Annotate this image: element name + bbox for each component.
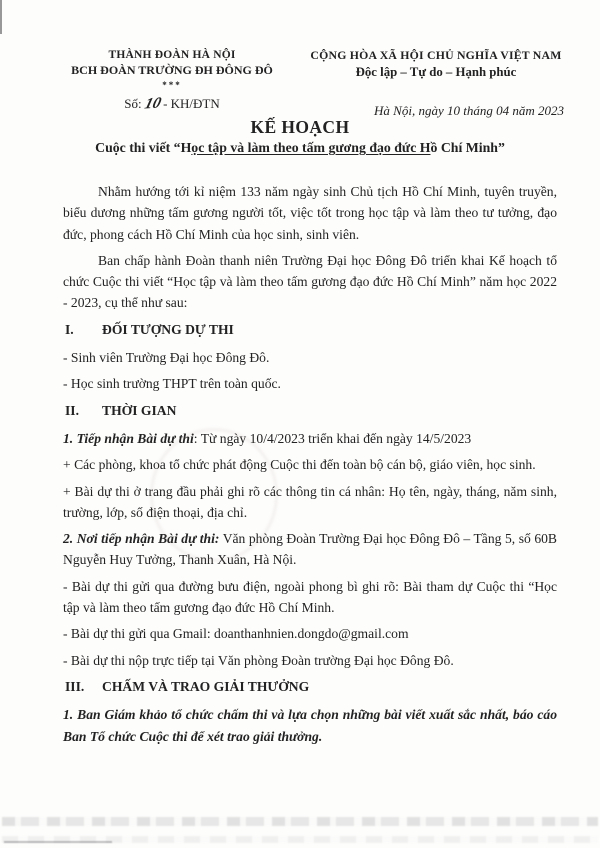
section-2-point-1 xyxy=(63,428,557,449)
place-dateline: Hà Nội, ngày 10 tháng 04 năm 2023 xyxy=(374,103,564,118)
section-3-numeral: III. xyxy=(65,678,85,694)
section-3-point-1: 1. Ban Giám khảo tổ chức chấm thi và lựa chọn những bài viết xuất sắc nhất, báo cáo Ban Tổ chức Cuộc thi để xét trao giải thưởng. xyxy=(63,707,557,744)
scan-edge-artifact xyxy=(0,0,2,34)
section-2-dash-item-3: - Bài dự thi nộp trực tiếp tại Văn phòng Đoàn trường Đại học Đông Đô. xyxy=(63,652,454,668)
country-title: CỘNG HÒA XÃ HỘI CHỦ NGHĨA VIỆT NAM xyxy=(310,48,562,62)
document-number-prefix: Số: xyxy=(124,96,142,111)
document-title: KẾ HOẠCH xyxy=(250,117,350,137)
text-bleedthrough-row-1 xyxy=(2,817,598,826)
section-heading-3 xyxy=(63,676,557,697)
section-2-point-1-lead: 1. Tiếp nhận Bài dự thi xyxy=(63,430,194,446)
national-header-block xyxy=(302,48,570,80)
document-number-line xyxy=(38,94,306,113)
section-2-dash-item-1: - Bài dự thi gửi qua đường bưu điện, ngoài phong bì ghi rõ: Bài tham dự Cuộc thi “Học tập và làm theo tấm gương đạo đức Hồ Chí Minh. xyxy=(63,578,557,616)
section-3-title: CHẤM VÀ TRAO GIẢI THƯỞNG xyxy=(102,678,310,694)
section-heading-1 xyxy=(63,319,557,340)
section-2-point-2-text: Văn phòng Đoàn Trường Đại học Đông Đô – Tầng 5, số 60B Nguyễn Huy Tưởng, Thanh Xuân, Hà Nội. xyxy=(63,531,557,568)
section-2-point-1-text: : Từ ngày 10/4/2023 triển khai đến ngày 14/5/2023 xyxy=(193,430,472,446)
section-2-title: THỜI GIAN xyxy=(102,402,177,418)
section-1-title: ĐỐI TƯỢNG DỰ THI xyxy=(102,321,234,337)
intro-paragraph-2: Ban chấp hành Đoàn thanh niên Trường Đại học Đông Đô triển khai Kế hoạch tổ chức Cuộc thi viết “Học tập và làm theo tấm gương đạo đức Hồ Chí Minh” năm học 2022 - 2023, cụ thể như sau: xyxy=(63,252,557,311)
document-subtitle xyxy=(0,140,600,156)
issuing-org-block xyxy=(38,48,306,111)
section-2-numeral: II. xyxy=(65,402,79,418)
section-1-item-2: - Học sinh trường THPT trên toàn quốc. xyxy=(63,376,281,392)
section-1-item-1: - Sinh viên Trường Đại học Đông Đô. xyxy=(63,350,270,366)
section-heading-2 xyxy=(63,400,557,421)
section-2-point-2 xyxy=(63,528,557,571)
intro-paragraph-1: Nhằm hướng tới kỉ niệm 133 năm ngày sinh Chủ tịch Hồ Chí Minh, tuyên truyền, biểu dương những tấm gương người tốt, việc tốt trong học tập và làm theo tư tưởng, đạo đức, phong cách Hồ Chí Minh của học sinh, sinh viên. xyxy=(63,184,557,242)
section-1-numeral: I. xyxy=(65,321,74,337)
document-number-handwritten: 10 xyxy=(142,94,163,113)
national-motto: Độc lập – Tự do – Hạnh phúc xyxy=(355,65,517,79)
separator-stars: *** xyxy=(162,80,182,90)
section-2-dash-item-2: - Bài dự thi gửi qua Gmail: doanthanhnien.dongdo@gmail.com xyxy=(63,626,409,642)
document-number-suffix: - KH/ĐTN xyxy=(163,96,220,111)
section-2-plus-item-1: + Các phòng, khoa tổ chức phát động Cuộc thi đến toàn bộ cán bộ, giáo viên, học sinh. xyxy=(63,457,536,473)
subtitle-prefix: Cuộc thi viết “H xyxy=(95,140,192,155)
document-body xyxy=(63,181,557,747)
subtitle-underlined: ọc tập và làm theo tấm gương đạo đức H xyxy=(191,140,431,155)
bleedthrough-underline-mark xyxy=(4,841,112,843)
subtitle-suffix: ồ Chí Minh” xyxy=(430,140,505,155)
org-parent-name: THÀNH ĐOÀN HÀ NỘI xyxy=(108,49,236,61)
section-2-plus-item-2: + Bài dự thi ở trang đầu phải ghi rõ các thông tin cá nhân: Họ tên, ngày, tháng, năm sinh, trường, lớp, số điện thoại, địa chỉ. xyxy=(63,483,557,520)
section-2-point-2-lead: 2. Nơi tiếp nhận Bài dự thi: xyxy=(63,531,220,547)
org-name: BCH ĐOÀN TRƯỜNG ĐH ĐÔNG ĐÔ xyxy=(71,63,273,77)
